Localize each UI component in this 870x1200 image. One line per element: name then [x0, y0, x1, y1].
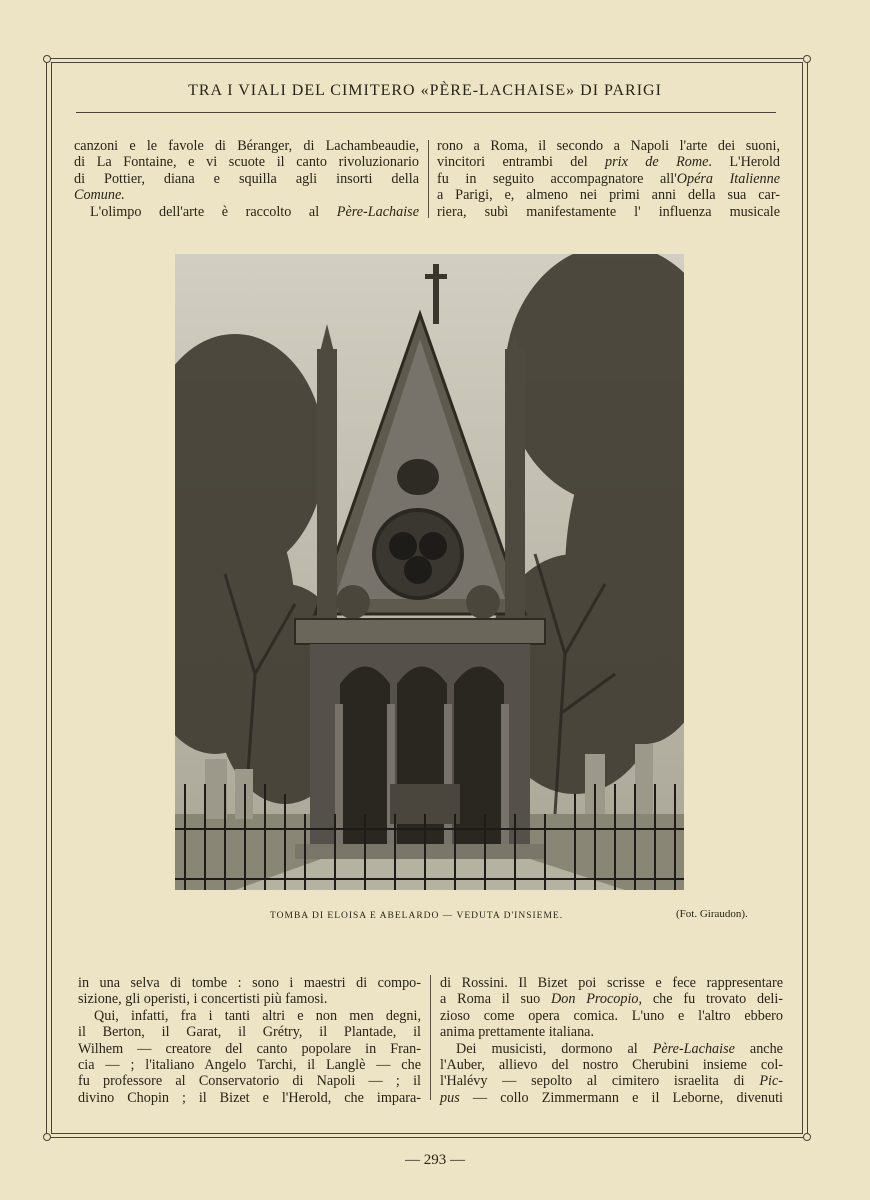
text-line: l'Halévy — sepolto al cimitero israelita di Pic- [440, 1073, 783, 1090]
corner-ornament-bottom-right [803, 1133, 811, 1141]
figure-caption: TOMBA DI ELOISA E ABELARDO — VEDUTA D'INSIEME. [270, 911, 564, 921]
page-number: — 293 — [405, 1152, 465, 1168]
text-line: Qui, infatti, fra i tanti altri e non men degni, [94, 1007, 421, 1024]
text-line: a Roma il suo Don Procopio, che fu trovato deli- [440, 991, 783, 1008]
column-divider-bottom [430, 975, 431, 1100]
top-right-column [437, 138, 780, 220]
text-line: pus — collo Zimmermann e il Leborne, divenuti [440, 1089, 783, 1106]
text-line: anima prettamente italiana. [440, 1024, 595, 1041]
text-line: rono a Roma, il secondo a Napoli l'arte dei suoni, [437, 138, 780, 154]
column-divider-top [428, 140, 429, 218]
text-line: riera, subì manifestamente l' influenza musicale [437, 203, 780, 220]
text-line: Wilhem — creatore del canto popolare in Fran- [78, 1040, 421, 1057]
running-header: TRA I VIALI DEL CIMITERO «PÈRE-LACHAISE» DI PARIGI [188, 82, 662, 99]
italic-text: Comune. [74, 187, 125, 204]
corner-ornament-top-right [803, 55, 811, 63]
text-line: L'olimpo dell'arte è raccolto al Père-Lachaise [90, 203, 419, 220]
tomb-structure [295, 264, 545, 859]
top-left-column [74, 138, 419, 220]
tomb-photograph [175, 254, 684, 890]
tomb-illustration [175, 254, 684, 890]
text-line: in una selva di tombe : sono i maestri di compo- [78, 975, 421, 991]
text-line: di Rossini. Il Bizet poi scrisse e fece rappresentare [440, 975, 783, 991]
text-line: di La Fontaine, e vi scuote il canto rivoluzionario [74, 154, 419, 171]
bottom-right-column [440, 975, 783, 1106]
text-line: a Parigi, e, almeno nei primi anni della sua car- [437, 187, 780, 204]
corner-ornament-top-left [43, 55, 51, 63]
text-line: zioso come opera comica. L'uno e l'altro ebbero [440, 1007, 783, 1024]
header-rule [76, 112, 776, 113]
text-line: canzoni e le favole di Béranger, di Lachambeaudie, [74, 138, 419, 154]
text-line: vincitori entrambi del prix de Rome. L'Herold [437, 154, 780, 171]
text-line: il Berton, il Garat, il Grétry, il Plantade, il [78, 1024, 421, 1041]
text-line [74, 187, 419, 203]
text-line: Dei musicisti, dormono al Père-Lachaise anche [456, 1040, 783, 1057]
bottom-left-column [78, 975, 421, 1106]
text-line: fu professore al Conservatorio di Napoli — ; il [78, 1073, 421, 1090]
text-line: sizione, gli operisti, i concertisti più famosi. [78, 991, 328, 1008]
photo-credit: (Fot. Giraudon). [676, 908, 748, 920]
text-line: divino Chopin ; il Bizet e l'Herold, che impara- [78, 1089, 421, 1106]
text-line: di Pottier, diana e squilla agli insorti della [74, 170, 419, 187]
text-line: l'Auber, allievo del nostro Cherubini insieme col- [440, 1057, 783, 1074]
text-line: fu in seguito accompagnatore all'Opéra Italienne [437, 170, 780, 187]
text-line: cia — ; l'italiano Angelo Tarchi, il Langlè — che [78, 1057, 421, 1074]
corner-ornament-bottom-left [43, 1133, 51, 1141]
